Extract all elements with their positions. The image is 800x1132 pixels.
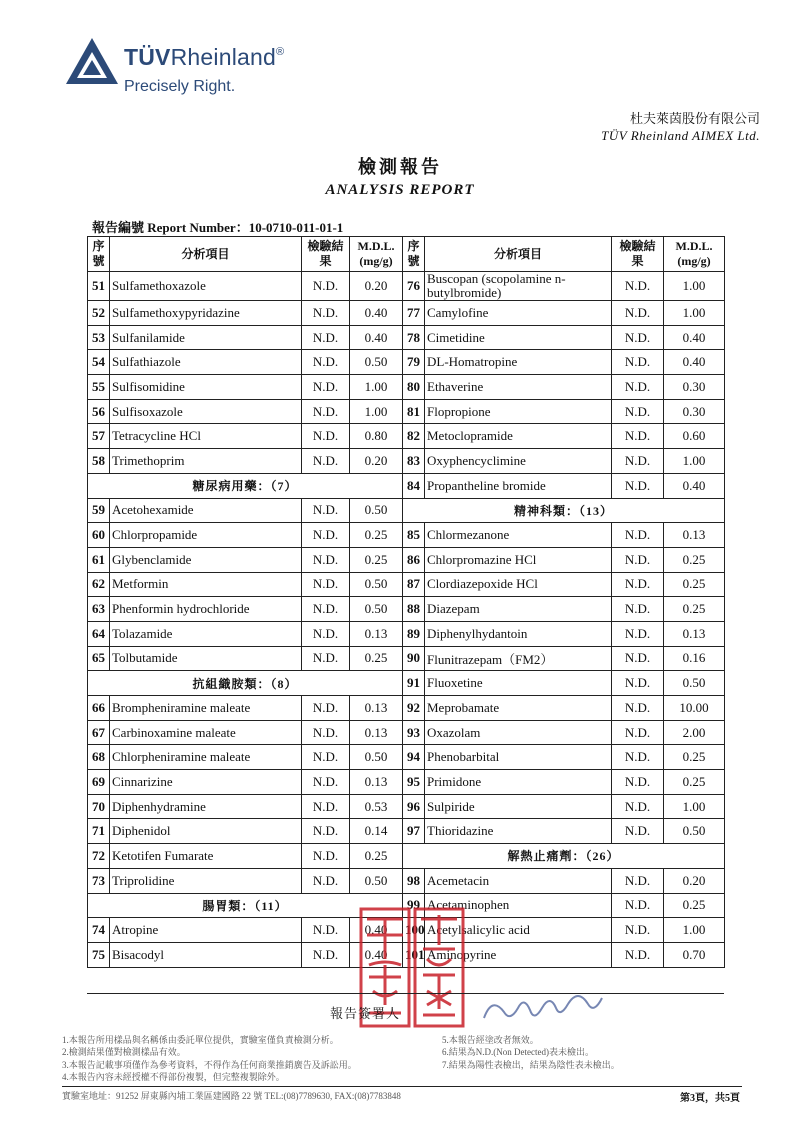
mdl-value: 0.13 (350, 621, 403, 646)
tuv-triangle-icon (64, 36, 120, 86)
item-name: Chlorpheniramine maleate (110, 745, 302, 770)
item-name: Phenobarbital (425, 745, 612, 770)
table-header (88, 237, 725, 272)
analysis-table (87, 236, 725, 968)
test-result: N.D. (612, 301, 664, 326)
tuv-logo (64, 34, 364, 104)
item-number: 99 (403, 893, 425, 918)
test-result: N.D. (612, 671, 664, 696)
table-row (88, 399, 725, 424)
signature-divider (87, 993, 724, 994)
item-name: Tolazamide (110, 621, 302, 646)
test-result: N.D. (302, 745, 350, 770)
test-result: N.D. (612, 597, 664, 622)
company-name-zh: 杜夫萊茵股份有限公司 (629, 111, 760, 126)
table-row (88, 696, 725, 721)
mdl-value: 0.25 (350, 646, 403, 671)
item-number: 73 (88, 868, 110, 893)
mdl-value: 0.25 (664, 597, 725, 622)
item-number: 77 (403, 301, 425, 326)
item-name: Propantheline bromide (425, 473, 612, 498)
item-name: Aminopyrine (425, 942, 612, 967)
item-number: 61 (88, 547, 110, 572)
test-result: N.D. (612, 918, 664, 943)
company-name-en: TÜV Rheinland AIMEX Ltd. (601, 128, 760, 143)
mdl-value: 0.50 (350, 572, 403, 597)
note-item: 7.結果為陽性表檢出，結果為陰性表未檢出。 (442, 1059, 620, 1070)
item-number: 82 (403, 424, 425, 449)
item-name: Chlorpropamide (110, 523, 302, 548)
item-number: 64 (88, 621, 110, 646)
item-name: Acemetacin (425, 868, 612, 893)
mdl-value: 0.60 (664, 424, 725, 449)
table-row (88, 868, 725, 893)
table-row (88, 621, 725, 646)
item-number: 59 (88, 498, 110, 523)
item-number: 66 (88, 696, 110, 721)
mdl-value: 0.13 (664, 621, 725, 646)
table-row (88, 572, 725, 597)
mdl-value: 0.25 (664, 893, 725, 918)
item-name: Brompheniramine maleate (110, 696, 302, 721)
company-name (601, 110, 760, 144)
category-header: 糖尿病用藥：（7） (88, 473, 403, 498)
item-name: Trimethoprim (110, 449, 302, 474)
header-no: 序號 (88, 237, 110, 272)
test-result: N.D. (612, 325, 664, 350)
item-number: 51 (88, 272, 110, 301)
item-number: 97 (403, 819, 425, 844)
item-number: 85 (403, 523, 425, 548)
test-result: N.D. (612, 375, 664, 400)
item-name: Diphenidol (110, 819, 302, 844)
note-item: 5.本報告經塗改者無效。 (442, 1035, 539, 1045)
item-name: Acetaminophen (425, 893, 612, 918)
item-name: Meprobamate (425, 696, 612, 721)
item-number: 62 (88, 572, 110, 597)
item-name: Cinnarizine (110, 770, 302, 795)
table-row (88, 646, 725, 671)
mdl-value: 1.00 (664, 272, 725, 301)
mdl-value: 0.40 (350, 301, 403, 326)
category-header: 腸胃類：（11） (88, 893, 403, 918)
test-result: N.D. (302, 770, 350, 795)
test-result: N.D. (302, 424, 350, 449)
test-result: N.D. (612, 893, 664, 918)
item-number: 69 (88, 770, 110, 795)
item-name: Sulfisoxazole (110, 399, 302, 424)
item-number: 70 (88, 794, 110, 819)
mdl-value: 0.50 (664, 819, 725, 844)
table-row (88, 745, 725, 770)
test-result: N.D. (302, 449, 350, 474)
mdl-value: 1.00 (664, 449, 725, 474)
test-result: N.D. (612, 572, 664, 597)
header-result: 檢驗結果 (612, 237, 664, 272)
mdl-value: 0.13 (350, 770, 403, 795)
mdl-value: 0.40 (350, 325, 403, 350)
item-name: Tolbutamide (110, 646, 302, 671)
test-result: N.D. (612, 745, 664, 770)
table-row (88, 844, 725, 869)
mdl-value: 0.40 (664, 473, 725, 498)
mdl-value: 0.40 (350, 918, 403, 943)
table-row (88, 671, 725, 696)
item-number: 96 (403, 794, 425, 819)
item-name: Acetohexamide (110, 498, 302, 523)
test-result: N.D. (302, 325, 350, 350)
item-name: Flopropione (425, 399, 612, 424)
item-name: Sulfamethoxypyridazine (110, 301, 302, 326)
item-number: 87 (403, 572, 425, 597)
mdl-value: 0.25 (350, 844, 403, 869)
note-item: 1.本報告所用樣品與名稱係由委託單位提供，實驗室僅負責檢測分析。 (62, 1035, 339, 1045)
mdl-value: 1.00 (664, 918, 725, 943)
brand-slogan: Precisely Right. (124, 78, 236, 95)
test-result: N.D. (612, 473, 664, 498)
item-number: 92 (403, 696, 425, 721)
item-number: 71 (88, 819, 110, 844)
item-number: 67 (88, 720, 110, 745)
test-result: N.D. (612, 424, 664, 449)
category-header: 抗組織胺類：（8） (88, 671, 403, 696)
test-result: N.D. (302, 498, 350, 523)
test-result: N.D. (302, 646, 350, 671)
mdl-value: 0.25 (664, 547, 725, 572)
test-result: N.D. (302, 868, 350, 893)
item-number: 90 (403, 646, 425, 671)
test-result: N.D. (302, 350, 350, 375)
test-result: N.D. (612, 621, 664, 646)
test-result: N.D. (302, 794, 350, 819)
test-result: N.D. (302, 547, 350, 572)
item-name: Fluoxetine (425, 671, 612, 696)
table-row (88, 272, 725, 301)
category-header: 精神科類：（13） (403, 498, 725, 523)
item-name: Oxyphencyclimine (425, 449, 612, 474)
test-result: N.D. (302, 844, 350, 869)
item-name: Acetylsalicylic acid (425, 918, 612, 943)
header-result: 檢驗結果 (302, 237, 350, 272)
item-number: 76 (403, 272, 425, 301)
item-name: Tetracycline HCl (110, 424, 302, 449)
mdl-value: 1.00 (350, 399, 403, 424)
item-name: Chlorpromazine HCl (425, 547, 612, 572)
test-result: N.D. (612, 720, 664, 745)
signer-label: 報告簽署人 (330, 1006, 401, 1021)
item-name: Phenformin hydrochloride (110, 597, 302, 622)
mdl-value: 0.16 (664, 646, 725, 671)
item-name: Ketotifen Fumarate (110, 844, 302, 869)
item-name: Buscopan (scopolamine n-butylbromide) (425, 272, 612, 301)
item-name: Ethaverine (425, 375, 612, 400)
mdl-value: 0.40 (664, 325, 725, 350)
item-name: Sulfathiazole (110, 350, 302, 375)
mdl-value: 0.40 (350, 942, 403, 967)
mdl-value: 0.13 (350, 696, 403, 721)
header-mdl: M.D.L.(mg/g) (664, 237, 725, 272)
item-number: 54 (88, 350, 110, 375)
mdl-value: 0.80 (350, 424, 403, 449)
item-number: 100 (403, 918, 425, 943)
note-item: 6.結果為N.D.(Non Detected)表未檢出。 (442, 1047, 594, 1058)
table-row (88, 770, 725, 795)
test-result: N.D. (302, 597, 350, 622)
test-result: N.D. (612, 646, 664, 671)
item-name: Camylofine (425, 301, 612, 326)
test-result: N.D. (612, 350, 664, 375)
table-row (88, 473, 725, 498)
table-row (88, 350, 725, 375)
test-result: N.D. (612, 547, 664, 572)
item-name: Cimetidine (425, 325, 612, 350)
item-number: 52 (88, 301, 110, 326)
item-number: 78 (403, 325, 425, 350)
test-result: N.D. (612, 868, 664, 893)
note-item: 3.本報告記載事項僅作為參考資料，不得作為任何商業推銷廣告及訴訟用。 (62, 1059, 357, 1070)
table-row (88, 424, 725, 449)
mdl-value: 0.25 (664, 745, 725, 770)
mdl-value: 0.25 (350, 523, 403, 548)
item-number: 81 (403, 399, 425, 424)
item-number: 53 (88, 325, 110, 350)
test-result: N.D. (612, 399, 664, 424)
report-number: 報告編號 Report Number：10-0710-011-01-1 (92, 220, 344, 235)
item-name: Glybenclamide (110, 547, 302, 572)
item-number: 60 (88, 523, 110, 548)
mdl-value: 0.50 (350, 745, 403, 770)
test-result: N.D. (302, 301, 350, 326)
item-name: Chlormezanone (425, 523, 612, 548)
header-item: 分析項目 (110, 237, 302, 272)
mdl-value: 10.00 (664, 696, 725, 721)
test-result: N.D. (612, 942, 664, 967)
table-row (88, 597, 725, 622)
page-number: 第3頁，共5頁 (680, 1093, 740, 1104)
report-title (0, 153, 800, 199)
mdl-value: 0.20 (664, 868, 725, 893)
table-row (88, 375, 725, 400)
item-number: 56 (88, 399, 110, 424)
item-number: 57 (88, 424, 110, 449)
lab-address: 實驗室地址：91252 屏東縣內埔工業區建國路 22 號 TEL:(08)7789630, FAX:(08)7783848 (62, 1091, 401, 1101)
mdl-value: 0.50 (350, 498, 403, 523)
header-no: 序號 (403, 237, 425, 272)
mdl-value: 0.25 (350, 547, 403, 572)
item-number: 74 (88, 918, 110, 943)
item-name: Diphenylhydantoin (425, 621, 612, 646)
item-number: 58 (88, 449, 110, 474)
item-number: 65 (88, 646, 110, 671)
mdl-value: 1.00 (664, 794, 725, 819)
report-title-zh: 檢測報告 (358, 157, 442, 177)
test-result: N.D. (302, 375, 350, 400)
item-number: 98 (403, 868, 425, 893)
mdl-value: 0.50 (664, 671, 725, 696)
table-row (88, 325, 725, 350)
item-number: 101 (403, 942, 425, 967)
mdl-value: 0.14 (350, 819, 403, 844)
item-number: 88 (403, 597, 425, 622)
table-row (88, 301, 725, 326)
mdl-value: 0.53 (350, 794, 403, 819)
test-result: N.D. (302, 621, 350, 646)
table-row (88, 547, 725, 572)
header-mdl: M.D.L.(mg/g) (350, 237, 403, 272)
item-number: 93 (403, 720, 425, 745)
note-item: 4.本報告內容未經授權不得部份複製，但完整複製除外。 (62, 1071, 285, 1082)
item-name: Flunitrazepam（FM2） (425, 646, 612, 671)
test-result: N.D. (302, 696, 350, 721)
item-number: 89 (403, 621, 425, 646)
item-name: Sulfisomidine (110, 375, 302, 400)
item-name: DL-Homatropine (425, 350, 612, 375)
table-row (88, 523, 725, 548)
item-name: Oxazolam (425, 720, 612, 745)
test-result: N.D. (612, 770, 664, 795)
table-row (88, 449, 725, 474)
mdl-value: 0.25 (664, 770, 725, 795)
test-result: N.D. (302, 399, 350, 424)
mdl-value: 0.20 (350, 272, 403, 301)
mdl-value: 0.50 (350, 597, 403, 622)
test-result: N.D. (612, 449, 664, 474)
mdl-value: 0.30 (664, 375, 725, 400)
report-title-en: ANALYSIS REPORT (325, 182, 475, 198)
item-name: Primidone (425, 770, 612, 795)
item-number: 68 (88, 745, 110, 770)
test-result: N.D. (612, 272, 664, 301)
item-number: 95 (403, 770, 425, 795)
mdl-value: 0.25 (664, 572, 725, 597)
item-number: 84 (403, 473, 425, 498)
item-number: 94 (403, 745, 425, 770)
test-result: N.D. (302, 572, 350, 597)
item-number: 80 (403, 375, 425, 400)
item-name: Diphenhydramine (110, 794, 302, 819)
header-item: 分析項目 (425, 237, 612, 272)
mdl-value: 2.00 (664, 720, 725, 745)
test-result: N.D. (612, 696, 664, 721)
table-row (88, 498, 725, 523)
mdl-value: 0.50 (350, 868, 403, 893)
item-number: 79 (403, 350, 425, 375)
item-number: 72 (88, 844, 110, 869)
item-name: Sulfanilamide (110, 325, 302, 350)
test-result: N.D. (302, 720, 350, 745)
category-header: 解熱止痛劑：（26） (403, 844, 725, 869)
item-name: Sulpiride (425, 794, 612, 819)
table-row (88, 794, 725, 819)
test-result: N.D. (302, 272, 350, 301)
note-item: 2.檢測結果僅對檢測樣品有效。 (62, 1047, 186, 1058)
mdl-value: 0.30 (664, 399, 725, 424)
item-name: Metoclopramide (425, 424, 612, 449)
test-result: N.D. (302, 523, 350, 548)
brand-name: TÜVRheinland® (124, 44, 285, 70)
item-name: Carbinoxamine maleate (110, 720, 302, 745)
test-result: N.D. (612, 523, 664, 548)
mdl-value: 1.00 (350, 375, 403, 400)
mdl-value: 0.50 (350, 350, 403, 375)
item-name: Bisacodyl (110, 942, 302, 967)
item-number: 55 (88, 375, 110, 400)
mdl-value: 0.20 (350, 449, 403, 474)
item-name: Metformin (110, 572, 302, 597)
test-result: N.D. (302, 918, 350, 943)
item-name: Clordiazepoxide HCl (425, 572, 612, 597)
item-name: Atropine (110, 918, 302, 943)
mdl-value: 0.13 (664, 523, 725, 548)
item-name: Thioridazine (425, 819, 612, 844)
table-row (88, 819, 725, 844)
item-name: Diazepam (425, 597, 612, 622)
mdl-value: 0.40 (664, 350, 725, 375)
item-number: 83 (403, 449, 425, 474)
footer-divider (62, 1086, 742, 1087)
handwritten-signature (480, 990, 610, 1030)
test-result: N.D. (612, 819, 664, 844)
item-number: 75 (88, 942, 110, 967)
mdl-value: 0.70 (664, 942, 725, 967)
item-number: 91 (403, 671, 425, 696)
item-name: Sulfamethoxazole (110, 272, 302, 301)
mdl-value: 0.13 (350, 720, 403, 745)
test-result: N.D. (612, 794, 664, 819)
item-name: Triprolidine (110, 868, 302, 893)
item-number: 86 (403, 547, 425, 572)
test-result: N.D. (302, 819, 350, 844)
item-number: 63 (88, 597, 110, 622)
mdl-value: 1.00 (664, 301, 725, 326)
test-result: N.D. (302, 942, 350, 967)
table-row (88, 720, 725, 745)
